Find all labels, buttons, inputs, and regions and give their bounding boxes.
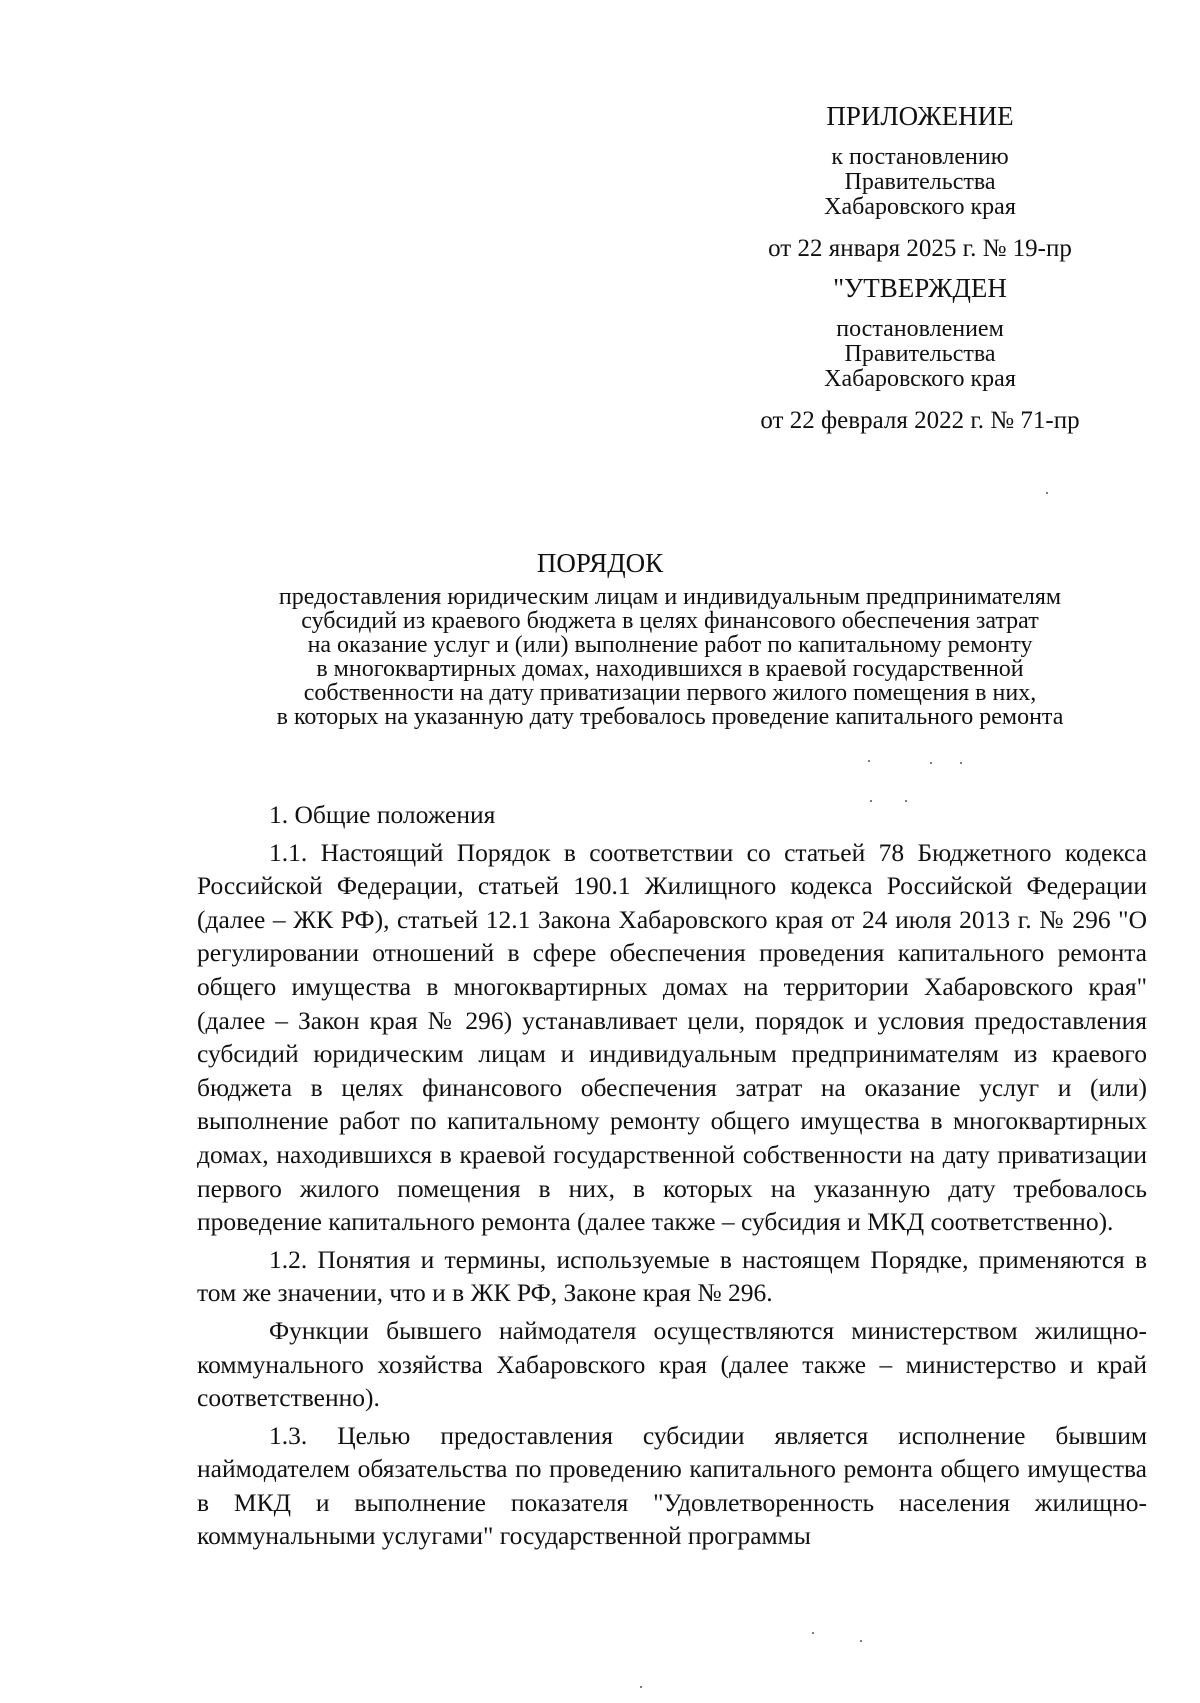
paragraph-1-1: 1.1. Настоящий Порядок в соответствии со статьей 78 Бюджетного кодекса Российской Федерации, статьей 190.1 Жилищного кодекса Российской Федерации (далее – ЖК РФ), статьей 12.1 Закона Хабаровского края от 24 июля 2013 г. № 296 "О регулировании отношений в сфере обеспечения проведения капитального ремонта общего имущества в многоквартирных домах на территории Хабаровского края" (далее – Закон края № 296) устанавливает цели, порядок и условия предоставления субсидий юридическим лицам и индивидуальным предпринимателям из краевого бюджета в целях финансового обеспечения затрат на оказание услуг и (или) выполнение работ по капитальному ремонту общего имущества в многоквартирных домах, находившихся в краевой государственной собственности на дату приватизации первого жилого помещения в них, в которых на указанную дату требовалось проведение капитального ремонта (далее также – субсидия и МКД соответственно). — [197, 837, 1147, 1237]
appendix-line-3: Хабаровского края — [824, 194, 1016, 220]
section-heading: 1. Общие положения — [269, 800, 496, 829]
appendix-stamp — [700, 101, 1140, 262]
approved-stamp — [700, 273, 1140, 434]
scan-speck — [930, 762, 932, 764]
subtitle-line: в которых на указанную дату требовалось проведение капитального ремонта — [276, 704, 1064, 730]
scan-speck — [905, 800, 907, 802]
scan-speck — [812, 1632, 814, 1634]
subtitle-line: субсидий из краевого бюджета в целях финансового обеспечения затрат — [301, 608, 1039, 634]
subtitle-line: предоставления юридическим лицам и индивидуальным предпринимателям — [278, 584, 1062, 610]
scan-speck — [640, 1686, 642, 1688]
appendix-title: ПРИЛОЖЕНИЕ — [826, 101, 1014, 131]
scan-speck — [870, 800, 872, 802]
scan-speck — [1046, 492, 1048, 494]
approved-title: "УТВЕРЖДЕН — [833, 273, 1007, 303]
subtitle-line: на оказание услуг и (или) выполнение работ по капитальному ремонту — [307, 632, 1033, 658]
subtitle-line: собственности на дату приватизации первого жилого помещения в них, — [303, 680, 1037, 706]
scan-speck — [860, 1640, 862, 1642]
approved-line-2: Правительства — [844, 341, 996, 367]
appendix-date: от 22 января 2025 г. № 19-пр — [768, 235, 1072, 262]
document-subtitle — [190, 585, 1150, 729]
paragraph-functions: Функции бывшего наймодателя осуществляются министерством жилищно-коммунального хозяйства Хабаровского края (далее также – министерство и край соответственно). — [197, 1315, 1147, 1413]
subtitle-line: в многоквартирных домах, находившихся в краевой государственной — [316, 656, 1024, 682]
appendix-line-1: к постановлению — [831, 144, 1009, 170]
scan-speck — [960, 762, 962, 764]
document-title: ПОРЯДОК — [536, 548, 664, 578]
document-body — [197, 798, 1147, 1553]
approved-line-3: Хабаровского края — [824, 366, 1016, 392]
scan-speck — [868, 760, 870, 762]
appendix-line-2: Правительства — [844, 169, 996, 195]
paragraph-1-3: 1.3. Целью предоставления субсидии является исполнение бывшим наймодателем обязательства по проведению капитального ремонта общего имущества в МКД и выполнение показателя "Удовлетворенность населения жилищно-коммунальными услугами" государственной программы — [197, 1420, 1147, 1551]
approved-date: от 22 февраля 2022 г. № 71-пр — [760, 407, 1080, 434]
approved-line-1: постановлением — [836, 316, 1004, 342]
paragraph-1-2: 1.2. Понятия и термины, используемые в настоящем Порядке, применяются в том же значении, что и в ЖК РФ, Законе края № 296. — [197, 1244, 1147, 1308]
